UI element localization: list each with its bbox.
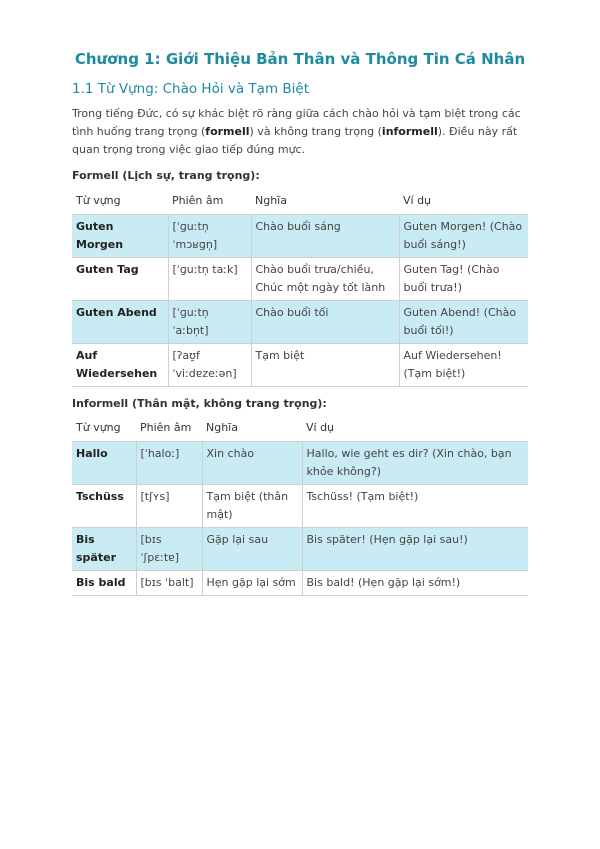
meaning: Tạm biệt (thân mật) (202, 485, 302, 528)
meaning: Tạm biệt (251, 344, 399, 387)
table-row (72, 528, 528, 571)
example: Tschüss! (Tạm biệt!) (302, 485, 528, 528)
intro-text-1: Trong tiếng Đức, có sự khác biệt rõ ràng giữa cách chào hỏi và tạm biệt trong các tình huống trang trọng ( (72, 107, 521, 138)
meaning: Chào buổi sáng (251, 215, 399, 258)
col-header-phonetic: Phiên âm (168, 186, 251, 215)
phonetic: [ˈɡuːtn̩ taːk] (168, 258, 251, 301)
vocab-word: Hallo (72, 442, 136, 485)
example: Bis bald! (Hẹn gặp lại sớm!) (302, 571, 528, 596)
phonetic: [tʃʏs] (136, 485, 202, 528)
table-row (72, 571, 528, 596)
example: Bis später! (Hẹn gặp lại sau!) (302, 528, 528, 571)
table-row (72, 442, 528, 485)
vocab-word: Guten Tag (72, 258, 168, 301)
vocab-word: Bis bald (72, 571, 136, 596)
phonetic: [bɪs ˈbalt] (136, 571, 202, 596)
col-header-phonetic: Phiên âm (136, 413, 202, 442)
vocab-word: Guten Abend (72, 301, 168, 344)
informal-table-label: Informell (Thân mật, không trang trọng): (72, 397, 327, 410)
meaning: Chào buổi tối (251, 301, 399, 344)
table-row (72, 215, 528, 258)
phonetic: [ˈɡuːtn̩ ˈaːbn̩t] (168, 301, 251, 344)
formal-vocab-table (72, 186, 528, 387)
chapter-title: Chương 1: Giới Thiệu Bản Thân và Thông Tin Cá Nhân (74, 50, 526, 68)
intro-informal-term: informell (381, 125, 438, 138)
meaning: Chào buổi trưa/chiều, Chúc một ngày tốt lành (251, 258, 399, 301)
vocab-word: Guten Morgen (72, 215, 168, 258)
example: Hallo, wie geht es dir? (Xin chào, bạn khỏe không?) (302, 442, 528, 485)
example: Guten Tag! (Chào buổi trưa!) (399, 258, 528, 301)
example: Auf Wiedersehen! (Tạm biệt!) (399, 344, 528, 387)
meaning: Gặp lại sau (202, 528, 302, 571)
table-row (72, 301, 528, 344)
intro-text-3: ). Điều này rất quan trọng trong việc giao tiếp đúng mực. (72, 125, 518, 156)
col-header-word: Từ vựng (72, 413, 136, 442)
col-header-meaning: Nghĩa (251, 186, 399, 215)
meaning: Hẹn gặp lại sớm (202, 571, 302, 596)
table-row (72, 344, 528, 387)
vocab-word: Bis später (72, 528, 136, 571)
informal-vocab-table (72, 413, 528, 596)
col-header-example: Ví dụ (399, 186, 528, 215)
formal-table-label: Formell (Lịch sự, trang trọng): (72, 169, 260, 182)
table-row (72, 258, 528, 301)
intro-formal-term: formell (205, 125, 250, 138)
phonetic: [bɪs ˈʃpɛːtɐ] (136, 528, 202, 571)
vocab-word: Tschüss (72, 485, 136, 528)
example: Guten Abend! (Chào buổi tối!) (399, 301, 528, 344)
col-header-example: Ví dụ (302, 413, 528, 442)
table-header-row (72, 186, 528, 215)
example: Guten Morgen! (Chào buổi sáng!) (399, 215, 528, 258)
table-row (72, 485, 528, 528)
phonetic: [ʔaʊ̯f ˈviːdɐzeːən] (168, 344, 251, 387)
phonetic: [ˈɡuːtn̩ ˈmɔʁɡn̩] (168, 215, 251, 258)
vocab-word: Auf Wiedersehen (72, 344, 168, 387)
intro-paragraph (72, 105, 540, 159)
meaning: Xin chào (202, 442, 302, 485)
phonetic: [ˈhaloː] (136, 442, 202, 485)
col-header-word: Từ vựng (72, 186, 168, 215)
intro-text-2: ) và không trang trọng ( (249, 125, 382, 138)
table-header-row (72, 413, 528, 442)
col-header-meaning: Nghĩa (202, 413, 302, 442)
section-title: 1.1 Từ Vựng: Chào Hỏi và Tạm Biệt (72, 81, 309, 97)
